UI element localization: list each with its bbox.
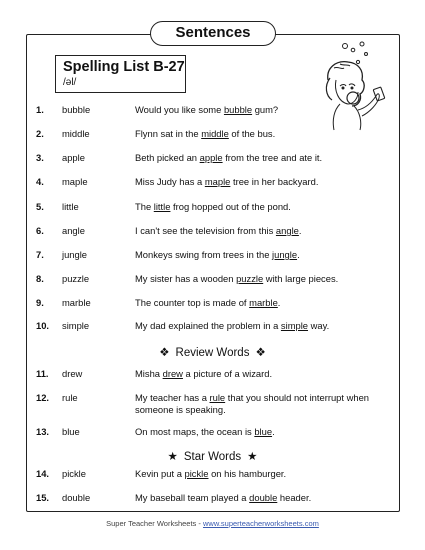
sentence-text: of the bus. <box>228 128 276 139</box>
sentence-text: Beth picked an <box>135 152 200 163</box>
example-sentence <box>135 368 380 380</box>
underlined-word: little <box>153 201 171 212</box>
item-number: 2. <box>36 128 44 139</box>
bubble-gum-girl-illustration <box>322 40 388 132</box>
underlined-word: pickle <box>184 468 209 479</box>
sentence-text: from the tree and ate it. <box>222 152 323 163</box>
sentence-text: Misha <box>135 368 163 379</box>
underlined-word: maple <box>204 176 231 187</box>
sentence-text: tree in her backyard. <box>230 176 319 187</box>
spelling-word: simple <box>62 320 90 331</box>
item-number: 11. <box>36 368 49 379</box>
worksheet-title: Sentences <box>150 21 276 46</box>
spelling-word: bubble <box>62 104 91 115</box>
item-number: 10. <box>36 320 50 331</box>
underlined-word: marble <box>249 297 278 308</box>
spelling-word: middle <box>62 128 90 139</box>
underlined-word: rule <box>209 392 226 403</box>
section-heading-text: Star Words <box>183 451 242 463</box>
example-sentence <box>135 320 380 332</box>
underlined-word: drew <box>162 368 183 379</box>
spelling-word: double <box>62 492 91 503</box>
sentence-text: My baseball team played a <box>135 492 250 503</box>
sentence-text: My dad explained the problem in a <box>135 320 281 331</box>
item-number: 7. <box>36 249 44 260</box>
section-symbol-icon: ★ <box>247 451 258 463</box>
sentence-text: way. <box>308 320 330 331</box>
section-heading-text: Review Words <box>175 347 250 359</box>
underlined-word: jungle <box>272 249 298 260</box>
example-sentence <box>135 176 380 188</box>
sentence-text: My teacher has a <box>135 392 210 403</box>
sentence-text: Flynn sat in the <box>135 128 202 139</box>
item-number: 12. <box>36 392 50 403</box>
spelling-word: jungle <box>62 249 88 260</box>
example-sentence <box>135 104 380 116</box>
underlined-word: angle <box>275 225 299 236</box>
spelling-word: marble <box>62 297 91 308</box>
list-phonics-pattern: /əl/ <box>63 77 77 88</box>
example-sentence <box>135 201 380 213</box>
spelling-word: puzzle <box>62 273 90 284</box>
example-sentence <box>135 468 380 480</box>
item-number: 4. <box>36 176 44 187</box>
underlined-word: puzzle <box>236 273 264 284</box>
example-sentence <box>135 152 380 164</box>
example-sentence <box>135 128 380 140</box>
item-number: 1. <box>36 104 44 115</box>
example-sentence <box>135 225 380 237</box>
sentence-text: with large pieces. <box>263 273 339 284</box>
spelling-word: angle <box>62 225 85 236</box>
example-sentence <box>135 249 380 261</box>
sentence-text: The counter top is made of <box>135 297 250 308</box>
sentence-text: . <box>297 249 300 260</box>
item-number: 15. <box>36 492 50 503</box>
sentence-text: gum? <box>252 104 279 115</box>
item-number: 3. <box>36 152 44 163</box>
spelling-word: little <box>62 201 79 212</box>
example-sentence <box>135 273 380 285</box>
sentence-text: Would you like some <box>135 104 224 115</box>
sentence-text: header. <box>277 492 312 503</box>
item-number: 14. <box>36 468 50 479</box>
item-number: 5. <box>36 201 44 212</box>
example-sentence <box>135 426 380 438</box>
sentence-text: . <box>298 225 302 236</box>
underlined-word: apple <box>199 152 223 163</box>
example-sentence <box>135 392 380 416</box>
item-number: 13. <box>36 426 50 437</box>
item-number: 8. <box>36 273 44 284</box>
list-title: Spelling List B-27 <box>63 59 185 75</box>
footer <box>0 519 425 528</box>
sentence-text: Kevin put a <box>135 468 185 479</box>
underlined-word: simple <box>280 320 309 331</box>
sentence-text: The <box>135 201 154 212</box>
sentence-text: that you should not interrupt when someone is speaking. <box>135 392 369 415</box>
underlined-word: blue <box>254 426 273 437</box>
spelling-word: pickle <box>62 468 86 479</box>
footer-link[interactable]: www.superteacherworksheets.com <box>202 519 319 528</box>
underlined-word: bubble <box>223 104 253 115</box>
item-number: 6. <box>36 225 44 236</box>
star-words-heading <box>0 449 425 463</box>
item-number: 9. <box>36 297 44 308</box>
spelling-word: drew <box>62 368 83 379</box>
sentence-text: On most maps, the ocean is <box>135 426 255 437</box>
sentence-text: a picture of a wizard. <box>182 368 273 379</box>
review-words-heading <box>0 345 425 359</box>
sentence-text: Monkeys swing from trees in the <box>135 249 273 260</box>
sentence-text: . <box>277 297 281 308</box>
sentence-text: . <box>272 426 275 437</box>
spelling-word: maple <box>62 176 88 187</box>
underlined-word: double <box>249 492 278 503</box>
spelling-word: blue <box>62 426 80 437</box>
sentence-text: My sister has a wooden <box>135 273 237 284</box>
section-symbol-icon: ❖ <box>255 347 266 359</box>
example-sentence <box>135 492 380 504</box>
footer-text: Super Teacher Worksheets - <box>106 519 203 528</box>
spelling-list-box <box>55 55 186 93</box>
underlined-word: middle <box>201 128 229 139</box>
spelling-word: rule <box>62 392 78 403</box>
spelling-word: apple <box>62 152 85 163</box>
sentence-text: frog hopped out of the pond. <box>170 201 291 212</box>
example-sentence <box>135 297 380 309</box>
section-symbol-icon: ★ <box>167 451 178 463</box>
sentence-text: Miss Judy has a <box>135 176 205 187</box>
sentence-text: I can't see the television from this <box>135 225 276 236</box>
section-symbol-icon: ❖ <box>159 347 170 359</box>
sentence-text: on his hamburger. <box>208 468 287 479</box>
